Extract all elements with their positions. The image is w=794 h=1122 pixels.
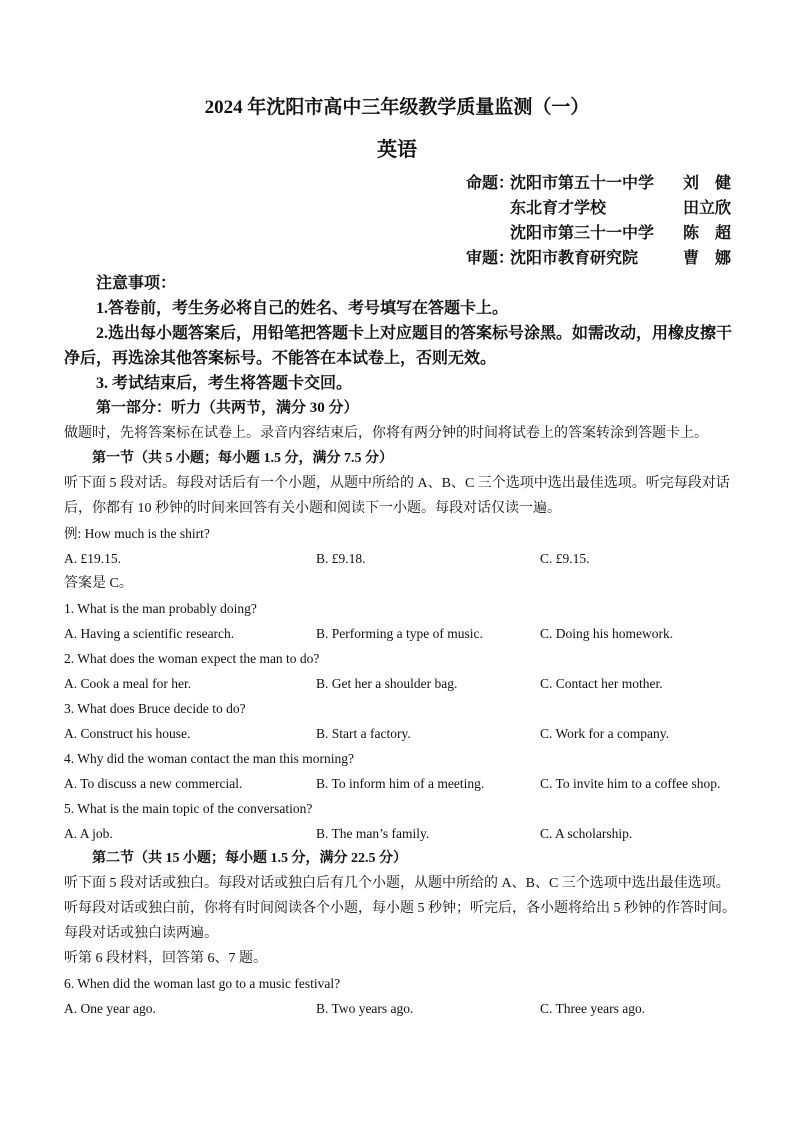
question-stem: 6. When did the woman last go to a music festival? bbox=[64, 976, 341, 991]
option-c: C. £9.15. bbox=[540, 551, 590, 566]
exam-body bbox=[0, 171, 794, 1021]
credit-row bbox=[0, 246, 794, 271]
question-stem: 5. What is the main topic of the conversation? bbox=[64, 801, 313, 816]
credit-row bbox=[0, 171, 794, 196]
question-options-row bbox=[0, 721, 794, 746]
notice-item-line: 净后，再选涂其他答案标号。不能答在本试卷上，否则无效。 bbox=[64, 350, 497, 367]
credit-name: 陈 超 bbox=[683, 225, 731, 242]
credit-name: 田立欣 bbox=[683, 200, 732, 217]
option-b: B. The man’s family. bbox=[316, 826, 430, 841]
section-directions-line: 听下面 5 段对话。每段对话后有一个小题，从题中所给的 A、B、C 三个选项中选出最佳选项。听完每段对话 bbox=[64, 476, 730, 491]
option-a: A. To discuss a new commercial. bbox=[64, 776, 243, 791]
question-stem: 3. What does Bruce decide to do? bbox=[64, 701, 246, 716]
question-stem: 2. What does the woman expect the man to do? bbox=[64, 651, 320, 666]
option-c: C. Three years ago. bbox=[540, 1001, 646, 1016]
question-options-row bbox=[0, 621, 794, 646]
question-options-row bbox=[0, 771, 794, 796]
option-a: A. One year ago. bbox=[64, 1001, 156, 1016]
question-options-row bbox=[0, 821, 794, 846]
credit-name: 曹 娜 bbox=[683, 250, 731, 267]
question-options-row bbox=[0, 671, 794, 696]
section-directions-line: 听下面 5 段对话或独白。每段对话或独白后有几个小题，从题中所给的 A、B、C 三个选项中选出最佳选项。 bbox=[64, 876, 730, 891]
credit-name: 刘 健 bbox=[683, 175, 731, 192]
section-directions-line: 后，你都有 10 秒钟的时间来回答有关小题和阅读下一小题。每段对话仅读一遍。 bbox=[64, 501, 561, 516]
option-b: B. £9.18. bbox=[316, 551, 366, 566]
credit-school: 东北育才学校 bbox=[510, 200, 607, 217]
notice-heading: 注意事项： bbox=[96, 275, 177, 292]
subject-title: 英语 bbox=[377, 139, 417, 161]
option-c: C. Contact her mother. bbox=[540, 676, 663, 691]
option-c: C. Doing his homework. bbox=[540, 626, 674, 641]
section-directions-line: 听每段对话或独白前，你将有时间阅读各个小题，每小题 5 秒钟；听完后，各小题将给出 5 秒钟的作答时间。 bbox=[64, 901, 736, 916]
example-question: 例: How much is the shirt? bbox=[64, 526, 210, 541]
credit-row bbox=[0, 196, 794, 221]
question-stem: 1. What is the man probably doing? bbox=[64, 601, 257, 616]
credit-row bbox=[0, 221, 794, 246]
option-a: A. Construct his house. bbox=[64, 726, 191, 741]
option-b: B. Start a factory. bbox=[316, 726, 411, 741]
option-b: B. Performing a type of music. bbox=[316, 626, 483, 641]
question-options-row bbox=[0, 996, 794, 1021]
credit-role: 审题： bbox=[466, 250, 515, 267]
option-b: B. Get her a shoulder bag. bbox=[316, 676, 458, 691]
option-c: C. To invite him to a coffee shop. bbox=[540, 776, 721, 791]
part-instructions: 做题时，先将答案标在试卷上。录音内容结束后，你将有两分钟的时间将试卷上的答案转涂到答题卡上。 bbox=[64, 426, 708, 441]
option-b: B. To inform him of a meeting. bbox=[316, 776, 485, 791]
notice-item-line: 2.选出每小题答案后，用铅笔把答题卡上对应题目的答案标号涂黑。如需改动，用橡皮擦干 bbox=[96, 325, 733, 342]
section-heading: 第一节（共 5 小题；每小题 1.5 分，满分 7.5 分） bbox=[92, 451, 393, 466]
section-heading: 第二节（共 15 小题；每小题 1.5 分，满分 22.5 分） bbox=[92, 851, 407, 866]
option-a: A. £19.15. bbox=[64, 551, 121, 566]
option-a: A. Cook a meal for her. bbox=[64, 676, 192, 691]
credit-school: 沈阳市第三十一中学 bbox=[510, 225, 655, 242]
example-answer: 答案是 C。 bbox=[64, 576, 133, 591]
section-directions-line: 每段对话或独白读两遍。 bbox=[64, 926, 218, 941]
option-a: A. Having a scientific research. bbox=[64, 626, 235, 641]
option-a: A. A job. bbox=[64, 826, 113, 841]
exam-title: 2024 年沈阳市高中三年级教学质量监测（一） bbox=[204, 97, 590, 118]
notice-item-line: 3. 考试结束后，考生将答题卡交回。 bbox=[96, 375, 353, 392]
material-note: 听第 6 段材料，回答第 6、7 题。 bbox=[64, 951, 267, 966]
option-c: C. Work for a company. bbox=[540, 726, 670, 741]
option-c: C. A scholarship. bbox=[540, 826, 633, 841]
example-options-row bbox=[0, 546, 794, 571]
credit-school: 沈阳市第五十一中学 bbox=[510, 175, 655, 192]
question-stem: 4. Why did the woman contact the man this morning? bbox=[64, 751, 354, 766]
option-b: B. Two years ago. bbox=[316, 1001, 414, 1016]
notice-item-line: 1.答卷前，考生务必将自己的姓名、考号填写在答题卡上。 bbox=[96, 300, 509, 317]
credit-school: 沈阳市教育研究院 bbox=[510, 250, 639, 267]
part-heading: 第一部分：听力（共两节，满分 30 分） bbox=[96, 400, 359, 416]
credit-role: 命题： bbox=[466, 175, 515, 192]
